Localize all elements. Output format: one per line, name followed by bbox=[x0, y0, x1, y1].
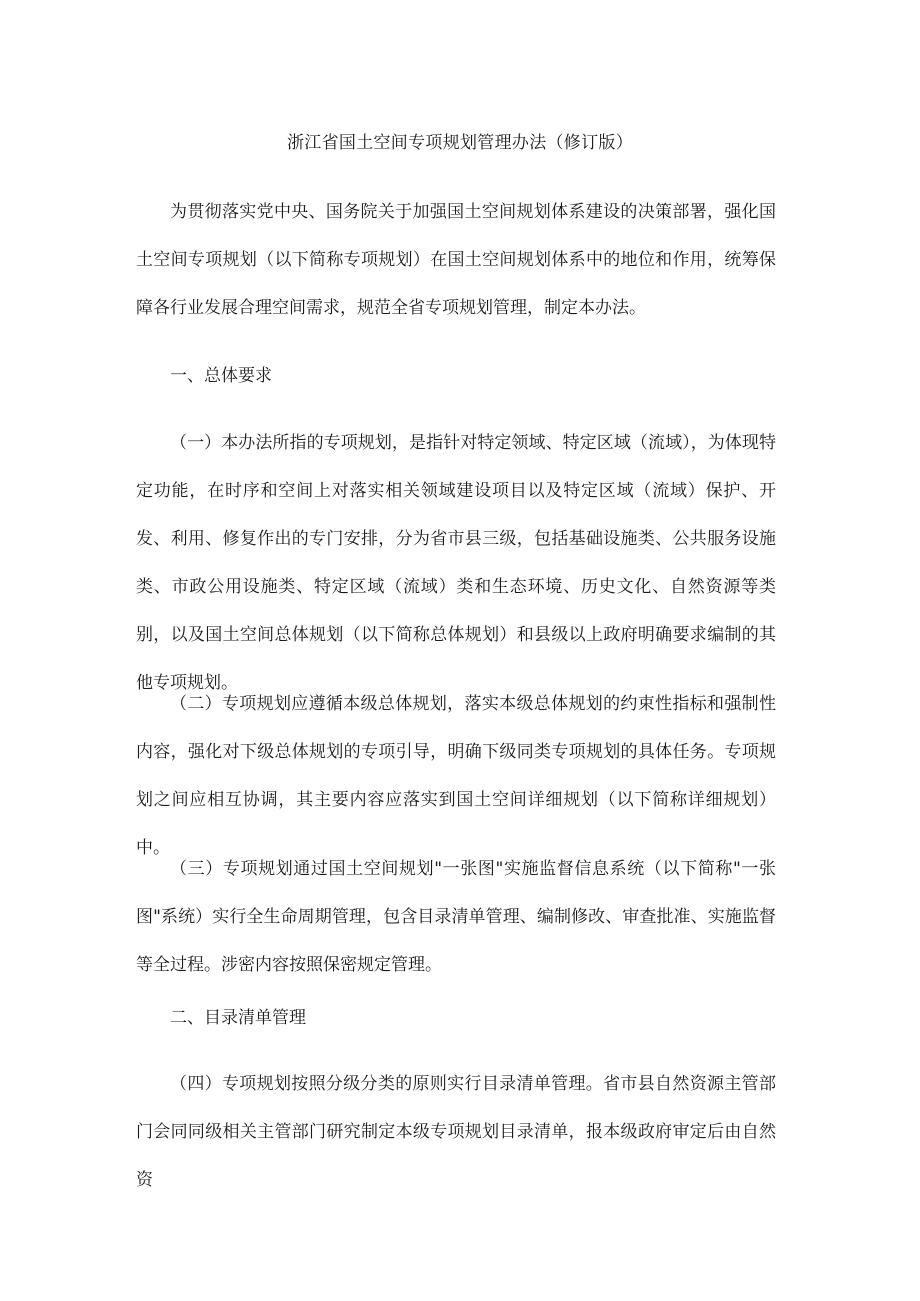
section-heading-catalog-management: 二、目录清单管理 bbox=[170, 1008, 306, 1028]
clause-4-paragraph: （四）专项规划按照分级分类的原则实行目录清单管理。省市县自然资源主管部门会同同级相关主管部门研究制定本级专项规划目录清单，报本级政府审定后由自然资 bbox=[136, 1074, 776, 1190]
clause-3-paragraph: （三）专项规划通过国土空间规划"一张图"实施监督信息系统（以下简称"一张图"系统）实行全生命周期管理，包含目录清单管理、编制修改、审查批准、实施监督等全过程。涉密内容按照保密规定管理。 bbox=[136, 859, 776, 975]
clause-2-paragraph: （二）专项规划应遵循本级总体规划，落实本级总体规划的约束性指标和强制性内容，强化对下级总体规划的专项引导，明确下级同类专项规划的具体任务。专项规划之间应相互协调，其主要内容应落实到国土空间详细规划（以下简称详细规划）中。 bbox=[136, 694, 776, 858]
intro-paragraph: 为贯彻落实党中央、国务院关于加强国土空间规划体系建设的决策部署，强化国土空间专项规划（以下简称专项规划）在国土空间规划体系中的地位和作用，统筹保障各行业发展合理空间需求，规范全省专项规划管理，制定本办法。 bbox=[136, 202, 776, 318]
section-heading-general-requirements: 一、总体要求 bbox=[170, 366, 272, 386]
clause-1-paragraph: （一）本办法所指的专项规划，是指针对特定领域、特定区域（流域），为体现特定功能，在时序和空间上对落实相关领域建设项目以及特定区域（流域）保护、开发、利用、修复作出的专门安排，分为省市县三级，包括基础设施类、公共服务设施类、市政公用设施类、特定区域（流域）类和生态环境、历史文化、自然资源等类别，以及国土空间总体规划（以下简称总体规划）和县级以上政府明确要求编制的其他专项规划。 bbox=[136, 433, 776, 693]
document-title: 浙江省国土空间专项规划管理办法（修订版） bbox=[287, 133, 633, 153]
